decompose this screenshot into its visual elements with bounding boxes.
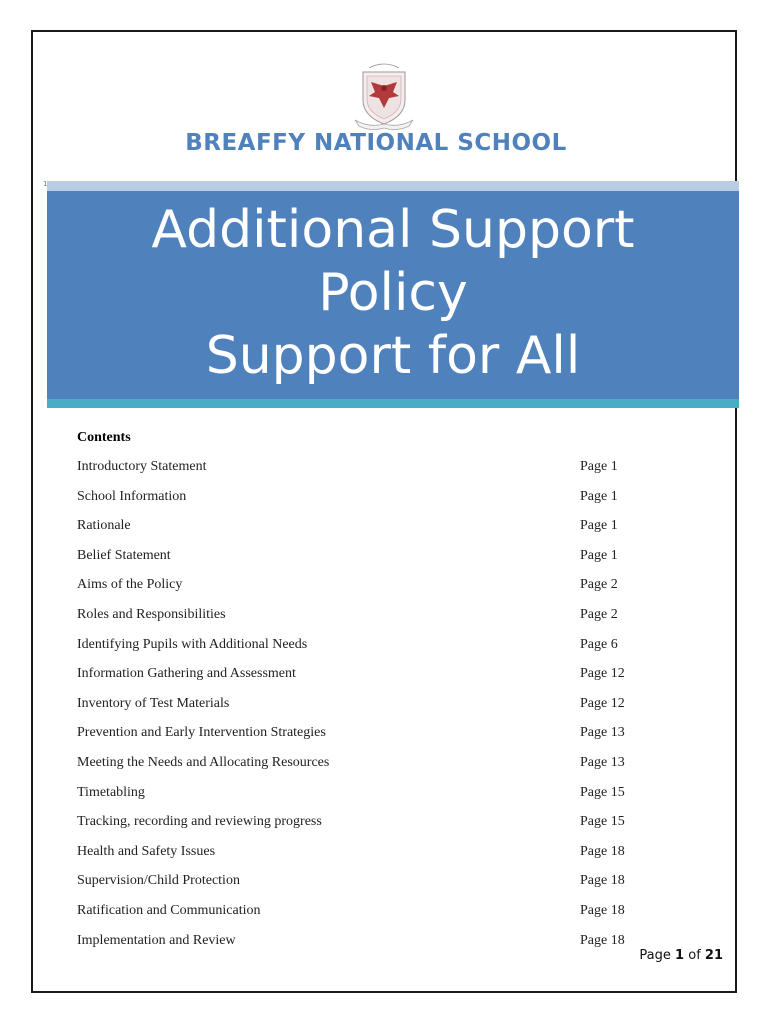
toc-item-title: Rationale bbox=[77, 518, 131, 534]
toc-item-page: Page 13 bbox=[580, 725, 625, 741]
toc-item-page: Page 15 bbox=[580, 784, 625, 800]
toc-item bbox=[77, 607, 637, 637]
toc-item-title: Meeting the Needs and Allocating Resources bbox=[77, 754, 330, 770]
toc-item-title: Introductory Statement bbox=[77, 459, 207, 474]
title-strip-top bbox=[47, 181, 739, 191]
school-name: BREAFFY NATIONAL SCHOOL bbox=[185, 130, 567, 156]
title-line-3: Support for All bbox=[205, 326, 581, 386]
toc-item bbox=[77, 666, 637, 696]
toc-item bbox=[77, 755, 637, 785]
toc-item-page: Page 15 bbox=[580, 814, 625, 830]
toc-item-page: Page 18 bbox=[580, 932, 625, 948]
toc-item-page: Page 2 bbox=[580, 577, 618, 593]
page-number-prefix: Page bbox=[639, 948, 671, 963]
title-line-2: Policy bbox=[318, 263, 468, 323]
toc-item-title: Implementation and Review bbox=[77, 932, 236, 948]
page-marker: 1 bbox=[43, 180, 48, 188]
page-number-current: 1 bbox=[675, 948, 685, 963]
toc-item-page: Page 18 bbox=[580, 843, 625, 859]
toc-item bbox=[77, 459, 637, 489]
toc-item-page: Page 1 bbox=[580, 518, 618, 534]
toc-item bbox=[77, 518, 637, 548]
toc-item-title: Supervision/Child Protection bbox=[77, 873, 240, 889]
toc-item bbox=[77, 696, 637, 726]
toc-item-page: Page 2 bbox=[580, 606, 618, 622]
toc-item-page: Page 6 bbox=[580, 636, 618, 652]
toc-item-page: Page 1 bbox=[580, 488, 618, 504]
toc-item-title: Timetabling bbox=[77, 784, 145, 800]
toc-item bbox=[77, 725, 637, 755]
toc-item-title: Identifying Pupils with Additional Needs bbox=[77, 636, 308, 652]
toc-item-title: Belief Statement bbox=[77, 547, 171, 563]
toc-item bbox=[77, 814, 637, 844]
toc-item bbox=[77, 903, 637, 933]
toc-item-page: Page 12 bbox=[580, 695, 625, 711]
toc-item bbox=[77, 577, 637, 607]
toc-item bbox=[77, 933, 637, 963]
toc-item bbox=[77, 548, 637, 578]
toc-item-page: Page 12 bbox=[580, 666, 625, 682]
toc-item-page: Page 18 bbox=[580, 902, 625, 918]
toc-item-title: Ratification and Communication bbox=[77, 902, 261, 918]
toc-item-page: Page 1 bbox=[580, 459, 618, 474]
toc-item-page: Page 18 bbox=[580, 873, 625, 889]
title-strip-bottom bbox=[47, 399, 739, 408]
toc-item-title: Roles and Responsibilities bbox=[77, 606, 226, 622]
toc-item bbox=[77, 637, 637, 667]
toc-item-title: Health and Safety Issues bbox=[77, 843, 216, 859]
toc-item-title: Inventory of Test Materials bbox=[77, 695, 230, 711]
table-of-contents bbox=[77, 459, 637, 962]
toc-item-title: Aims of the Policy bbox=[77, 577, 183, 593]
title-line-1: Additional Support bbox=[151, 200, 635, 260]
toc-item bbox=[77, 873, 637, 903]
page-number-of: of bbox=[688, 948, 701, 963]
toc-item bbox=[77, 785, 637, 815]
page-number-total: 21 bbox=[704, 948, 723, 963]
title-band bbox=[47, 191, 739, 399]
toc-item-title: Information Gathering and Assessment bbox=[77, 666, 296, 682]
school-crest-icon bbox=[349, 58, 419, 130]
toc-item bbox=[77, 844, 637, 874]
toc-item-page: Page 13 bbox=[580, 754, 625, 770]
toc-item-page: Page 1 bbox=[580, 547, 618, 563]
toc-item bbox=[77, 489, 637, 519]
toc-item-title: School Information bbox=[77, 488, 187, 504]
contents-heading: Contents bbox=[77, 430, 131, 445]
page-number bbox=[639, 948, 723, 963]
toc-item-title: Tracking, recording and reviewing progress bbox=[77, 814, 322, 830]
toc-item-title: Prevention and Early Intervention Strategies bbox=[77, 725, 326, 741]
